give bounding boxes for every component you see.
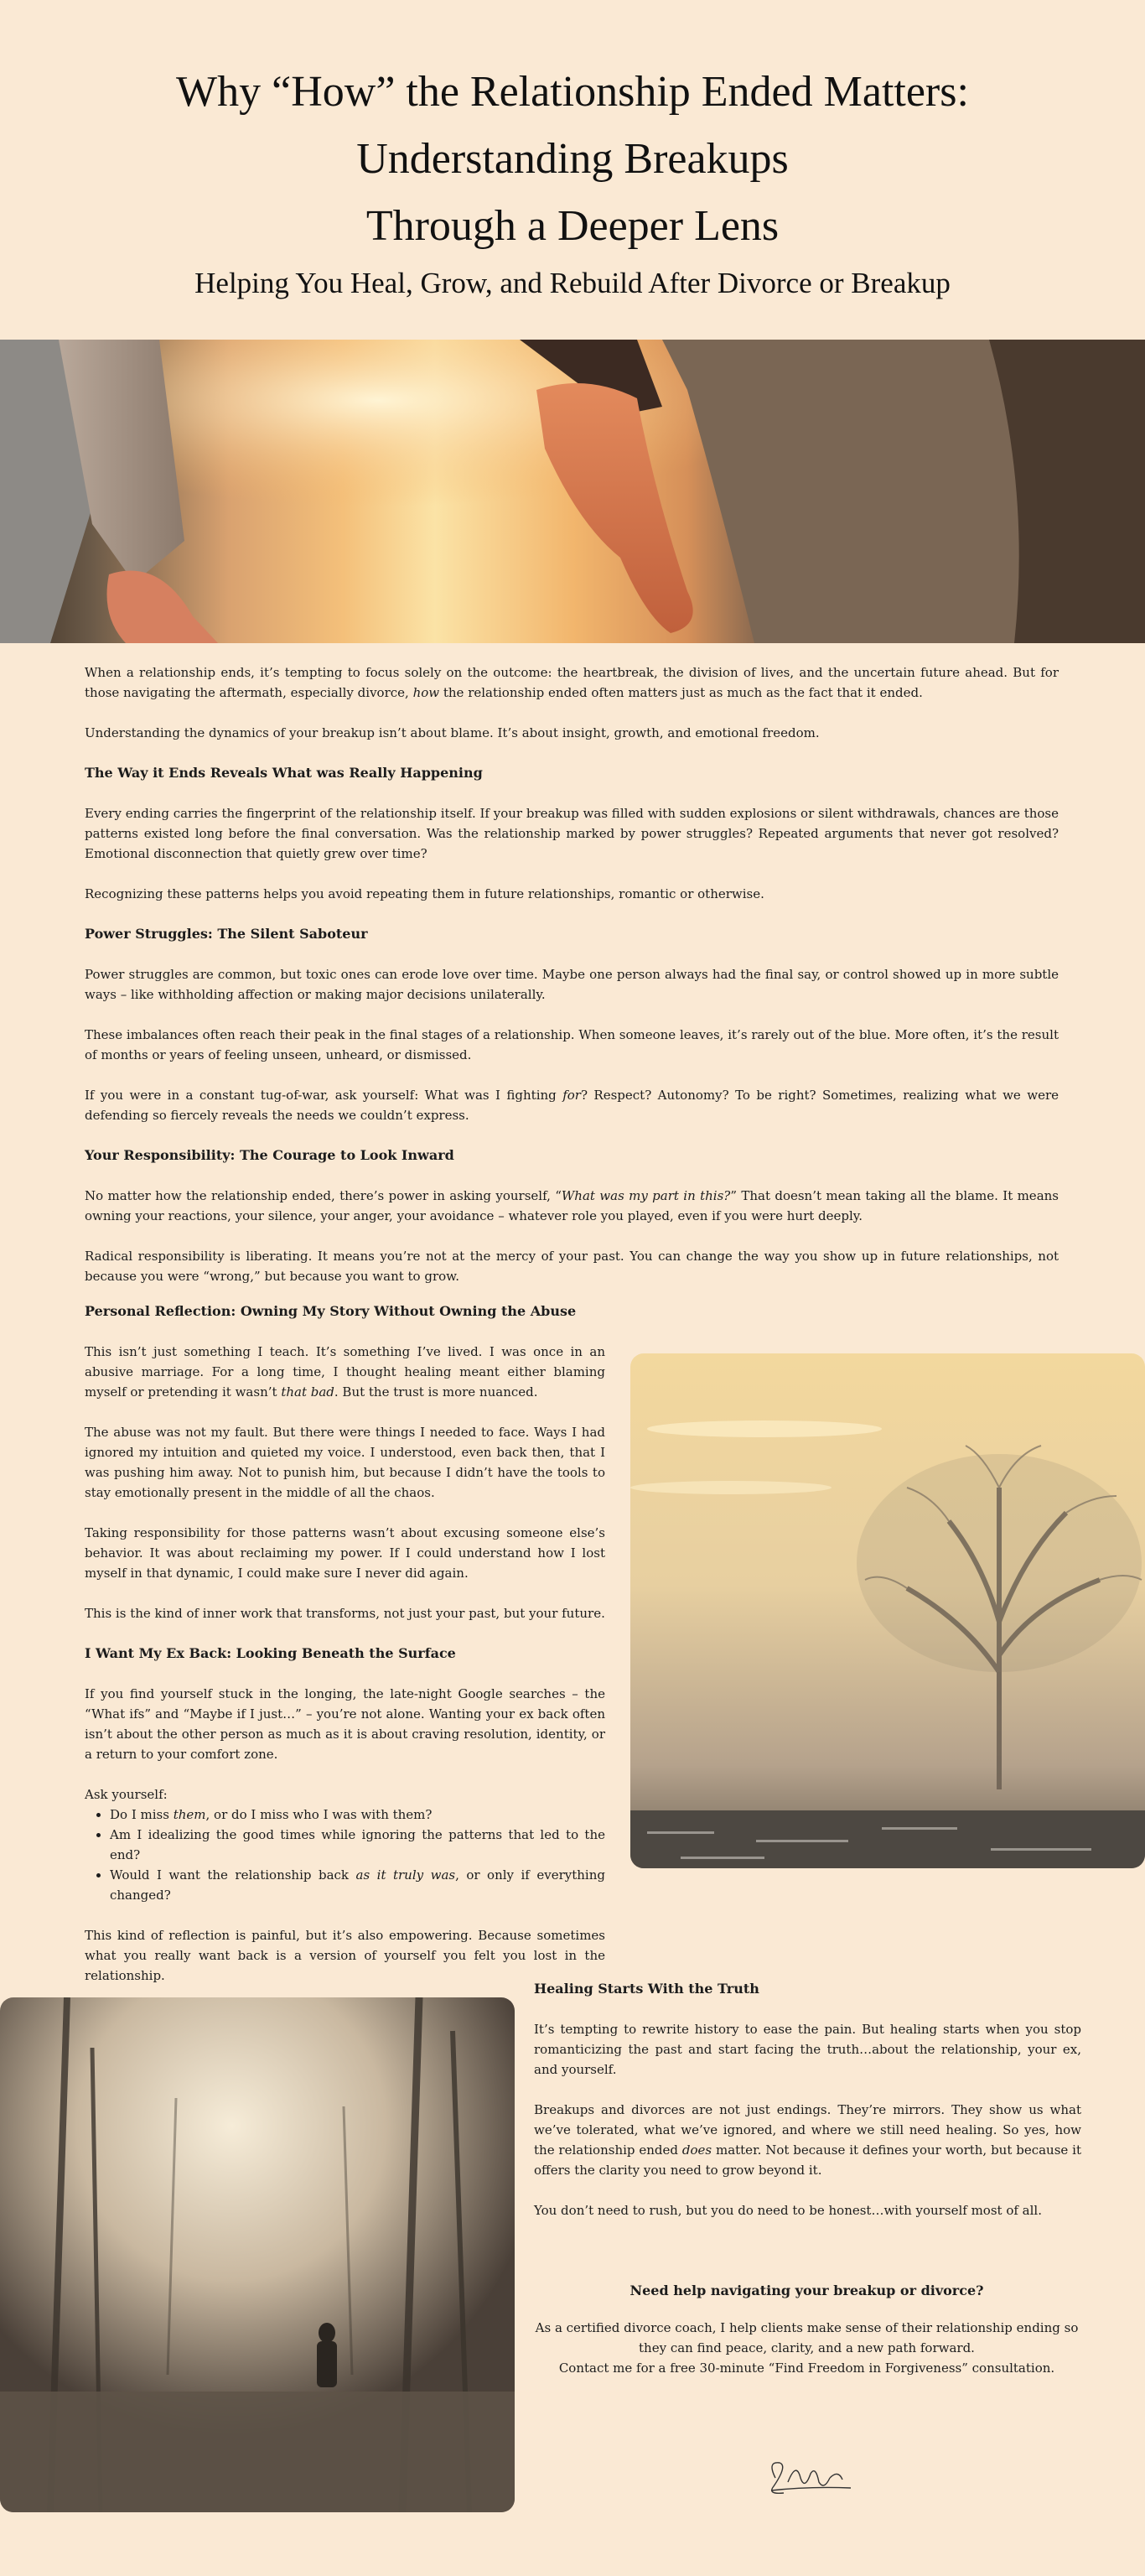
section-heading-responsibility: Your Responsibility: The Courage to Look Inward [85,1147,454,1163]
list-item: • Do I miss them, or do I miss who I was with them? [110,1805,605,1825]
intro-paragraph-2: Understanding the dynamics of your breakup isn’t about blame. It’s about insight, growth, and emotional freedom. [85,725,820,740]
title-line-2: Understanding Breakups [356,135,789,183]
section2-paragraph-2: These imbalances often reach their peak in the final stages of a relationship. When someone leaves, it’s rarely out of the blue. More often, it’s the result of months or years of feeling unseen, unheard, or dismissed. [85,1027,1059,1062]
healing-column [534,1979,1081,2241]
ask-yourself-label: Ask yourself: [85,1787,168,1802]
call-to-action [532,2281,1081,2378]
section3-paragraph-1: No matter how the relationship ended, there’s power in asking yourself, “What was my part in this?” That doesn’t mean taking all the blame. It means owning your reactions, your silence, your anger, your avoidance – whatever role you played, even if you were hurt deeply. [85,1188,1059,1223]
reflection-column [85,1301,605,2006]
list-item: • Am I idealizing the good times while ignoring the patterns that led to the end? [110,1825,605,1865]
section4-paragraph-2: The abuse was not my fault. But there were things I needed to face. Ways I had ignored my intuition and quieted my voice. I understood, even back then, that I was pushing him away. Not to punish him, but because I didn’t have the tools to stay emotionally present in the middle of all the chaos. [85,1425,605,1500]
section-heading-power-struggles: Power Struggles: The Silent Saboteur [85,926,368,942]
list-item: • Would I want the relationship back as it truly was, or only if everything changed? [110,1865,605,1905]
page-title [0,59,1145,260]
section-heading-healing: Healing Starts With the Truth [534,1981,759,1997]
section1-paragraph-1: Every ending carries the fingerprint of the relationship itself. If your breakup was filled with sudden explosions or silent withdrawals, chances are those patterns existed long before the final conversation. Was the relationship marked by power struggles? Repeated arguments that never got resolved? Emotional disconnection that quietly grew over time? [85,806,1059,861]
section4-paragraph-3: Taking responsibility for those patterns wasn’t about excusing someone else’s behavior. It was about reclaiming my power. If I could understand how I lost myself in that dynamic, I could make sure I never did again. [85,1525,605,1581]
section6-paragraph-2: Breakups and divorces are not just endings. They’re mirrors. They show us what we’ve tolerated, what we’ve ignored, and where we still need healing. So yes, how the relationship ended does matter. Not because it defines your worth, but because it offers the clarity you need to grow beyond it. [534,2102,1081,2178]
section5-paragraph-2: This kind of reflection is painful, but it’s also empowering. Because sometimes what you really want back is a version of yourself you felt you lost in the relationship. [85,1928,605,1983]
cta-heading: Need help navigating your breakup or divorce? [629,2283,984,2298]
section-heading-personal-reflection: Personal Reflection: Owning My Story Without Owning the Abuse [85,1303,577,1319]
reflection-questions-list [85,1805,605,1905]
intro-paragraph-1: When a relationship ends, it’s tempting to focus solely on the outcome: the heartbreak, the division of lives, and the uncertain future ahead. But for those navigating the aftermath, especially divorce, how the relationship ended often matters just as much as the fact that it ended. [85,665,1059,700]
signature-image [759,2453,859,2503]
misty-forest-image [0,1997,515,2512]
section5-paragraph-1: If you find yourself stuck in the longing, the late-night Google searches – the “What ifs” and “Maybe if I just…” – you’re not alone. Wanting your ex back often isn’t about the other person as much as it is about craving resolution, identity, or a return to your comfort zone. [85,1686,605,1762]
section4-paragraph-1: This isn’t just something I teach. It’s something I’ve lived. I was once in an abusive marriage. For a long time, I thought healing meant either blaming myself or pretending it wasn’t that bad. But the trust is more nuanced. [85,1344,605,1400]
cta-line-1: As a certified divorce coach, I help clients make sense of their relationship ending so they can find peace, clarity, and a new path forward. [535,2320,1079,2355]
section4-paragraph-4: This is the kind of inner work that transforms, not just your past, but your future. [85,1606,605,1621]
title-line-3: Through a Deeper Lens [365,202,780,250]
section6-paragraph-3: You don’t need to rush, but you do need to be honest…with yourself most of all. [534,2203,1042,2218]
hero-image [0,340,1145,643]
section2-paragraph-3: If you were in a constant tug-of-war, ask yourself: What was I fighting for? Respect? Autonomy? To be right? Sometimes, realizing what we were defending so fiercely reveals the needs we couldn’t express. [85,1088,1059,1123]
foggy-tree-image [630,1353,1145,1868]
page-subtitle: Helping You Heal, Grow, and Rebuild After Divorce or Breakup [194,267,951,299]
section-heading-ex-back: I Want My Ex Back: Looking Beneath the Surface [85,1645,456,1661]
section6-paragraph-1: It’s tempting to rewrite history to ease the pain. But healing starts when you stop romanticizing the past and start facing the truth…about the relationship, your ex, and yourself. [534,2022,1081,2077]
section-heading-patterns: The Way it Ends Reveals What was Really Happening [85,765,483,781]
title-line-1: Why “How” the Relationship Ended Matters: [176,68,969,116]
section1-paragraph-2: Recognizing these patterns helps you avoid repeating them in future relationships, romantic or otherwise. [85,886,764,901]
section3-paragraph-2: Radical responsibility is liberating. It means you’re not at the mercy of your past. You can change the way you show up in future relationships, not because you were “wrong,” but because you want to grow. [85,1249,1059,1284]
cta-line-2: Contact me for a free 30-minute “Find Freedom in Forgiveness” consultation. [558,2360,1055,2376]
section2-paragraph-1: Power struggles are common, but toxic ones can erode love over time. Maybe one person always had the final say, or control showed up in more subtle ways – like withholding affection or making major decisions unilaterally. [85,967,1059,1002]
article-intro [85,662,1059,1306]
